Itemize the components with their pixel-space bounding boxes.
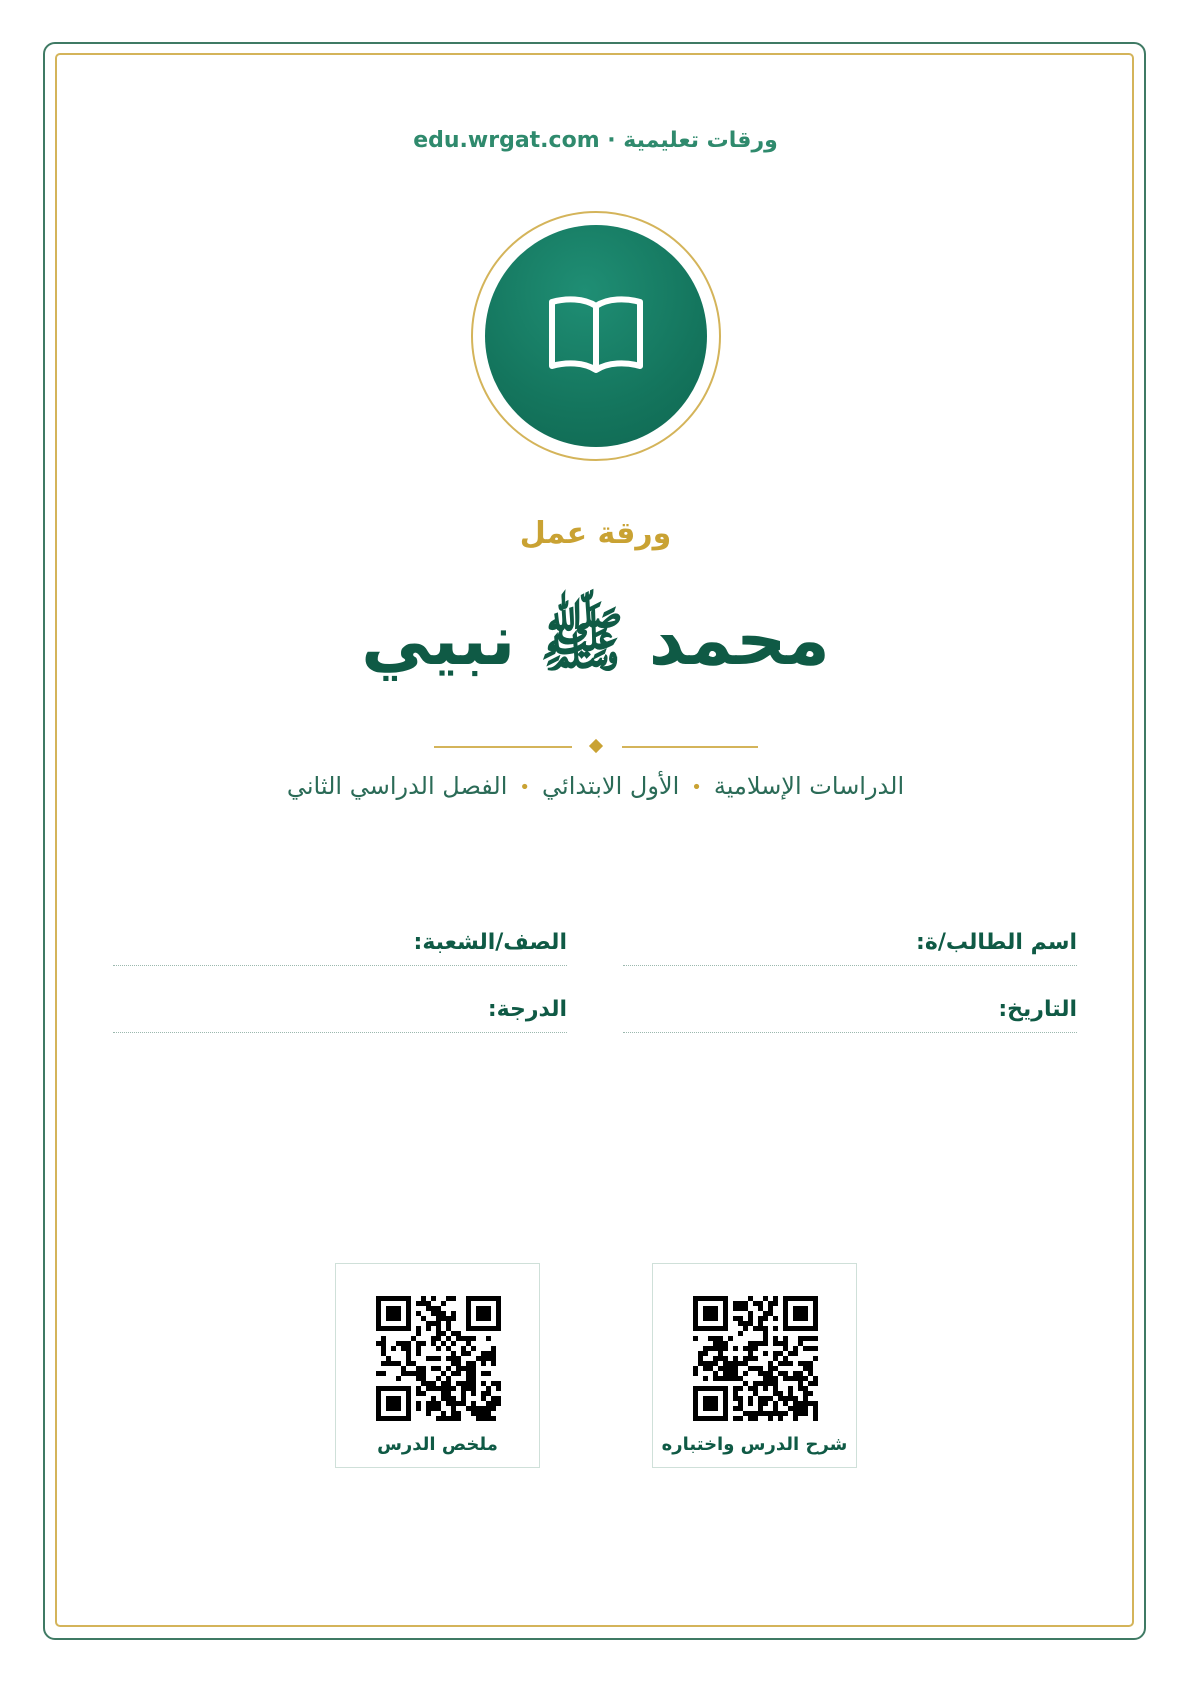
qr-label: ملخص الدرس: [377, 1434, 498, 1455]
class-section-field[interactable]: [113, 930, 567, 966]
site-header: ورقات تعليمية · edu.wrgat.com: [413, 128, 778, 153]
meta-separator: •: [691, 776, 702, 798]
subject: الدراسات الإسلامية: [713, 772, 905, 800]
qr-label: شرح الدرس واختباره: [661, 1434, 848, 1455]
score-field[interactable]: [113, 997, 567, 1033]
open-book-icon: [546, 294, 646, 378]
qr-code-icon[interactable]: [376, 1296, 501, 1421]
term: الفصل الدراسي الثاني: [286, 772, 508, 800]
qr-code-icon[interactable]: [693, 1296, 818, 1421]
lesson-meta: [0, 772, 1191, 800]
score-label: الدرجة:: [487, 997, 567, 1022]
date-label: التاريخ:: [998, 997, 1077, 1022]
meta-separator: •: [519, 776, 531, 798]
divider-line-left: [434, 746, 572, 748]
grade-level: الأول الابتدائي: [542, 772, 680, 800]
qr-card-lesson-summary[interactable]: [335, 1263, 540, 1468]
document-type: ورقة عمل: [519, 516, 672, 551]
student-name-label: اسم الطالب/ة:: [916, 930, 1077, 955]
date-field[interactable]: [623, 997, 1077, 1033]
divider-line-right: [622, 746, 758, 748]
class-section-label: الصف/الشعبة:: [413, 930, 567, 955]
student-name-field[interactable]: [623, 930, 1077, 966]
lesson-title: محمد ﷺ نبيي: [361, 599, 830, 681]
qr-card-lesson-explanation[interactable]: [652, 1263, 857, 1468]
